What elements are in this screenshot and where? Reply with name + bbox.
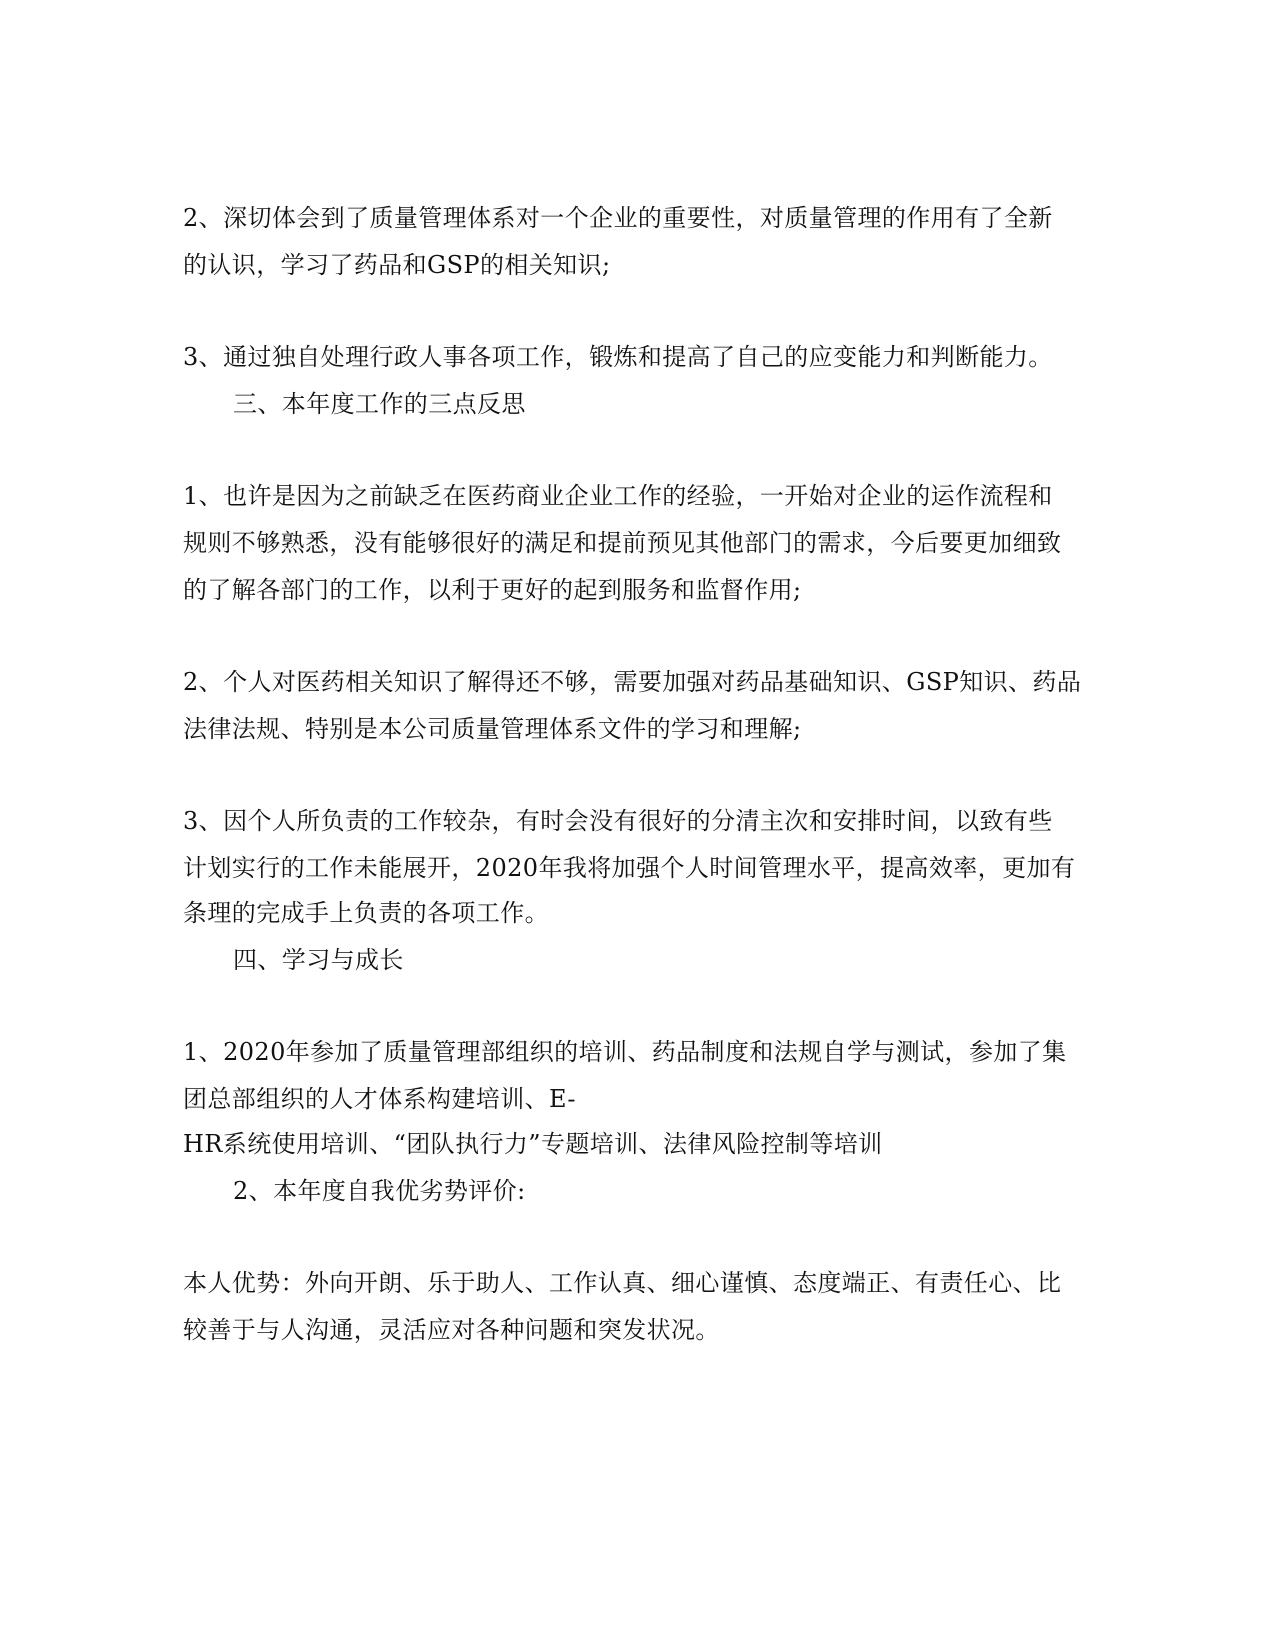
section-heading: 四、学习与成长 xyxy=(233,946,404,974)
paragraph-line: 法律法规、特别是本公司质量管理体系文件的学习和理解; xyxy=(183,715,802,743)
paragraph-line: 3、通过独自处理行政人事各项工作，锻炼和提高了自己的应变能力和判断能力。 xyxy=(183,343,1053,371)
subsection-heading: 2、本年度自我优劣势评价: xyxy=(233,1177,526,1205)
paragraph-line: 规则不够熟悉，没有能够很好的满足和提前预见其他部门的需求，今后要更加细致 xyxy=(183,529,1062,557)
paragraph-line: 计划实行的工作未能展开，2020年我将加强个人时间管理水平，提高效率，更加有 xyxy=(183,854,1076,882)
paragraph-line: 团总部组织的人才体系构建培训、E- xyxy=(183,1085,576,1113)
paragraph-line: 2、个人对医药相关知识了解得还不够，需要加强对药品基础知识、GSP知识、药品 xyxy=(183,668,1082,696)
paragraph-line: 1、也许是因为之前缺乏在医药商业企业工作的经验，一开始对企业的运作流程和 xyxy=(183,482,1053,510)
paragraph-line: 条理的完成手上负责的各项工作。 xyxy=(183,899,549,927)
paragraph-line: 3、因个人所负责的工作较杂，有时会没有很好的分清主次和安排时间，以致有些 xyxy=(183,807,1053,835)
paragraph-line: 的了解各部门的工作，以利于更好的起到服务和监督作用; xyxy=(183,576,802,604)
paragraph-line: 的认识，学习了药品和GSP的相关知识; xyxy=(183,251,611,279)
paragraph-line: 1、2020年参加了质量管理部组织的培训、药品制度和法规自学与测试，参加了集 xyxy=(183,1038,1067,1066)
paragraph-line: HR系统使用培训、“团队执行力”专题培训、法律风险控制等培训 xyxy=(183,1130,883,1158)
paragraph-line: 较善于与人沟通，灵活应对各种问题和突发状况。 xyxy=(183,1316,720,1344)
paragraph-line: 本人优势：外向开朗、乐于助人、工作认真、细心谨慎、态度端正、有责任心、比 xyxy=(183,1269,1062,1297)
section-heading: 三、本年度工作的三点反思 xyxy=(233,390,526,418)
paragraph-line: 2、深切体会到了质量管理体系对一个企业的重要性，对质量管理的作用有了全新 xyxy=(183,204,1053,232)
